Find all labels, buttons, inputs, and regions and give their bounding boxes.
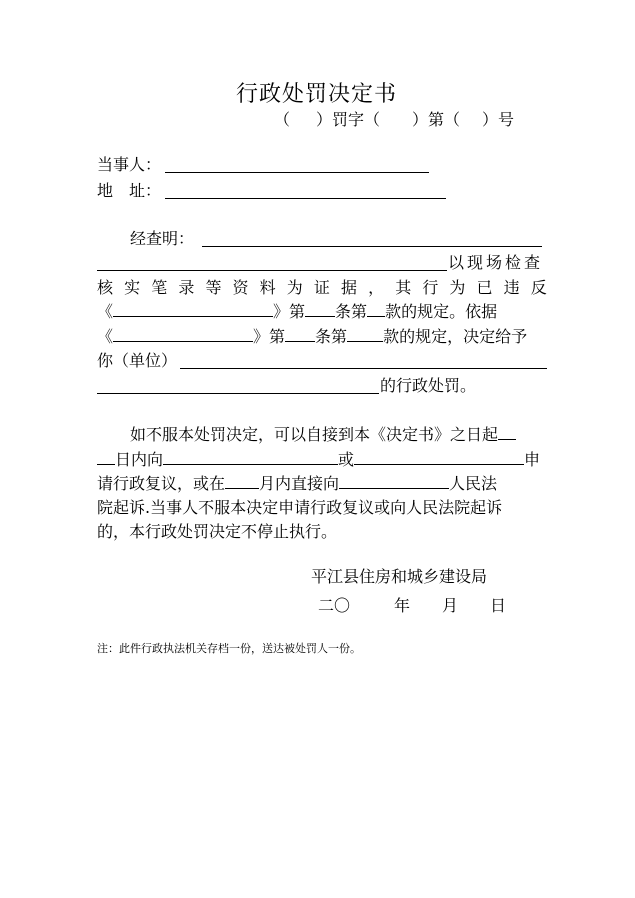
date-year: 年 (394, 596, 411, 615)
body-line-3-char: 为 (449, 278, 466, 297)
findings-blank-1[interactable] (202, 246, 542, 247)
party-blank[interactable] (165, 172, 429, 173)
clause-rule-decide: 款的规定，决定给予 (383, 327, 528, 346)
court-blank[interactable] (339, 474, 449, 489)
review-agency-blank-1[interactable] (163, 450, 338, 465)
di-2: 第 (269, 327, 286, 346)
appeal-text-6: 月内直接向 (259, 474, 340, 493)
article-word-2: 条第 (315, 327, 348, 346)
body-line-3-char: 行 (422, 278, 439, 297)
number-hao: ）号 (482, 110, 515, 129)
body-line-5 (97, 327, 527, 347)
law-quote-open-1: 《 (97, 302, 114, 321)
days-blank-a[interactable] (498, 425, 516, 440)
law-quote-close-2: 》 (253, 327, 270, 346)
clause-blank-1[interactable] (367, 302, 385, 317)
date-line (318, 596, 506, 616)
law-quote-open-2: 《 (97, 327, 114, 346)
di-1: 第 (289, 302, 306, 321)
issuer-name: 平江县住房和城乡建设局 (311, 567, 488, 586)
number-penalty-word: ）罚字（ (316, 110, 381, 129)
penalty-text: 的行政处罚。 (380, 376, 477, 395)
body-line-3-char: 料 (259, 278, 276, 297)
days-blank-b[interactable] (97, 450, 115, 465)
document-title: 行政处罚决定书 (236, 82, 398, 107)
appeal-text-7: 人民法 (449, 474, 498, 493)
appeal-line-1 (130, 425, 516, 445)
footnote: 注：此件行政执法机关存档一份，送达被处罚人一份。 (97, 642, 361, 655)
penalty-blank[interactable] (97, 393, 379, 394)
body-line-3-char: ， (368, 278, 385, 297)
article-word-1: 条第 (335, 302, 368, 321)
appeal-or: 或 (338, 450, 355, 469)
clause-blank-2[interactable] (347, 327, 383, 342)
date-month: 月 (442, 596, 459, 615)
body-line-3-char: 录 (178, 278, 195, 297)
you-unit-label: 你（单位） (97, 351, 178, 370)
date-prefix: 二〇 (318, 596, 351, 615)
body-line-3-char: 其 (395, 278, 412, 297)
appeal-line-4: 院起诉.当事人不服本决定申请行政复议或向人民法院起诉 (97, 498, 503, 517)
law-name-blank-2[interactable] (113, 327, 253, 342)
review-agency-blank-2[interactable] (354, 450, 524, 465)
appeal-line-5: 的，本行政处罚决定不停止执行。 (97, 522, 338, 541)
appeal-line-2 (97, 450, 540, 470)
body-line-3-char: 已 (476, 278, 493, 297)
findings-blank-2[interactable] (97, 270, 447, 271)
document-number-line (274, 110, 514, 130)
body-line-3-char: 等 (205, 278, 222, 297)
body-line-3 (97, 278, 547, 298)
article-blank-1[interactable] (305, 302, 335, 317)
number-paren-open: （ (274, 110, 291, 129)
law-quote-close-1: 》 (273, 302, 290, 321)
clause-rule-yiju: 款的规定。依据 (385, 302, 498, 321)
evidence-text: 以现场检查 (448, 253, 544, 272)
body-line-3-char: 违 (503, 278, 520, 297)
article-blank-2[interactable] (285, 327, 315, 342)
number-di: ）第（ (412, 110, 461, 129)
body-line-3-char: 实 (124, 278, 141, 297)
law-name-blank-1[interactable] (113, 302, 273, 317)
body-line-3-char: 笔 (151, 278, 168, 297)
appeal-line-3 (97, 474, 497, 494)
party-label: 当事人： (97, 155, 162, 174)
address-blank[interactable] (165, 198, 446, 199)
appeal-text-1: 如不服本处罚决定，可以自接到本《决定书》之日起 (130, 425, 499, 444)
unit-blank[interactable] (180, 368, 547, 369)
body-line-4 (97, 302, 497, 322)
date-day: 日 (490, 596, 507, 615)
appeal-text-5: 请行政复议，或在 (97, 474, 226, 493)
body-line-3-char: 核 (97, 278, 114, 297)
body-line-3-char: 据 (340, 278, 357, 297)
body-line-3-char: 资 (232, 278, 249, 297)
months-blank[interactable] (225, 474, 259, 489)
body-line-3-char: 反 (530, 278, 547, 297)
address-label: 地 址： (97, 181, 162, 200)
found-label: 经查明： (130, 229, 195, 248)
appeal-text-2: 日内向 (115, 450, 164, 469)
body-line-3-char: 证 (313, 278, 330, 297)
body-line-3-char: 为 (286, 278, 303, 297)
appeal-text-4: 申 (524, 450, 541, 469)
